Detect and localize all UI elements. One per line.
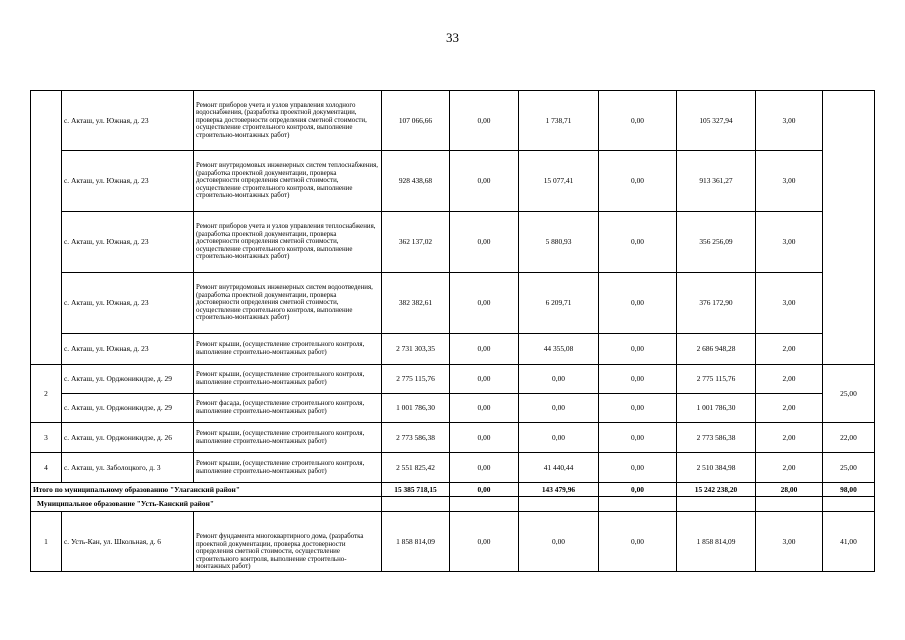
term-cell: 28,00: [756, 483, 823, 497]
local-budget-cell: 0,00: [599, 273, 677, 334]
fund-cell: 0,00: [450, 273, 519, 334]
total-cost-cell: 362 137,02: [382, 212, 450, 273]
total-cost-cell: 928 438,68: [382, 151, 450, 212]
budget-cell: 44 355,08: [519, 334, 599, 365]
row-number: [31, 91, 62, 365]
section-label: Муниципальное образование "Усть-Канский район": [31, 497, 382, 512]
term-cell: 2,00: [756, 394, 823, 423]
budget-cell: 0,00: [519, 512, 599, 572]
local-budget-cell: 0,00: [599, 483, 677, 497]
work-cell: Ремонт крыши, (осуществление строительного контроля, выполнение строительно-монтажных работ): [194, 365, 382, 394]
total-cost-cell: 2 731 303,35: [382, 334, 450, 365]
term-cell: 3,00: [756, 512, 823, 572]
local-budget-cell: 0,00: [599, 334, 677, 365]
empty-cell: [823, 91, 875, 365]
budget-cell: 143 479,96: [519, 483, 599, 497]
address-cell: с. Акташ, ул. Орджоникидзе, д. 29: [62, 394, 194, 423]
budget-cell: 41 440,44: [519, 453, 599, 483]
table-row: [31, 394, 875, 423]
table-row: [31, 512, 875, 572]
total-cost-cell: 2 773 586,38: [382, 423, 450, 453]
empty-cell: [823, 497, 875, 512]
fund-cell: 0,00: [450, 512, 519, 572]
budget-cell: 0,00: [519, 365, 599, 394]
fund-cell: 0,00: [450, 365, 519, 394]
budget-cell: 1 738,71: [519, 91, 599, 151]
owners-cell: 376 172,90: [677, 273, 756, 334]
overall-term-cell: 25,00: [823, 365, 875, 423]
empty-cell: [450, 497, 519, 512]
owners-cell: 105 327,94: [677, 91, 756, 151]
fund-cell: 0,00: [450, 334, 519, 365]
total-cost-cell: 1 858 814,09: [382, 512, 450, 572]
fund-cell: 0,00: [450, 212, 519, 273]
address-cell: с. Акташ, ул. Южная, д. 23: [62, 151, 194, 212]
table-row: [31, 212, 875, 273]
row-number: 2: [31, 365, 62, 423]
empty-cell: [677, 497, 756, 512]
owners-cell: 913 361,27: [677, 151, 756, 212]
work-cell: Ремонт крыши, (осуществление строительного контроля, выполнение строительно-монтажных работ): [194, 453, 382, 483]
address-cell: с. Акташ, ул. Южная, д. 23: [62, 212, 194, 273]
total-row: [31, 483, 875, 497]
overall-term-cell: 41,00: [823, 512, 875, 572]
empty-cell: [599, 497, 677, 512]
work-cell: Ремонт приборов учета и узлов управления теплоснабжения, (разработка проектной документации, проверка достоверности определения сметной стоимости, осуществление строительного контроля, выполнение строительно-монтажных работ): [194, 212, 382, 273]
total-cost-cell: 2 551 825,42: [382, 453, 450, 483]
address-cell: с. Акташ, ул. Южная, д. 23: [62, 273, 194, 334]
total-cost-cell: 1 001 786,30: [382, 394, 450, 423]
term-cell: 2,00: [756, 423, 823, 453]
work-cell: Ремонт внутридомовых инженерных систем водоотведения, (разработка проектной документации, проверка достоверности определения сметной стоимости, осуществление строительного контроля, выполнение строительно-монтажных работ): [194, 273, 382, 334]
total-cost-cell: 2 775 115,76: [382, 365, 450, 394]
local-budget-cell: 0,00: [599, 91, 677, 151]
owners-cell: 2 686 948,28: [677, 334, 756, 365]
work-cell: Ремонт фундамента многоквартирного дома, (разработка проектной документации, проверка достоверности определения сметной стоимости, осуществление строительного контроля, выполнение строительно-монтажных работ): [194, 512, 382, 572]
fund-cell: 0,00: [450, 483, 519, 497]
total-cost-cell: 107 066,66: [382, 91, 450, 151]
local-budget-cell: 0,00: [599, 212, 677, 273]
budget-cell: 0,00: [519, 423, 599, 453]
term-cell: 2,00: [756, 365, 823, 394]
table-row: [31, 365, 875, 394]
local-budget-cell: 0,00: [599, 512, 677, 572]
fund-cell: 0,00: [450, 151, 519, 212]
work-cell: Ремонт внутридомовых инженерных систем теплоснабжения, (разработка проектной документации, проверка достоверности определения сметной стоимости, осуществление строительного контроля, выполнение строительно-монтажных работ): [194, 151, 382, 212]
overall-term-cell: 25,00: [823, 453, 875, 483]
term-cell: 3,00: [756, 91, 823, 151]
empty-cell: [756, 497, 823, 512]
fund-cell: 0,00: [450, 91, 519, 151]
budget-cell: 15 077,41: [519, 151, 599, 212]
overall-term-cell: 98,00: [823, 483, 875, 497]
term-cell: 3,00: [756, 212, 823, 273]
local-budget-cell: 0,00: [599, 151, 677, 212]
owners-cell: 356 256,09: [677, 212, 756, 273]
local-budget-cell: 0,00: [599, 453, 677, 483]
owners-cell: 1 001 786,30: [677, 394, 756, 423]
table-row: [31, 151, 875, 212]
section-row: [31, 497, 875, 512]
row-number: 1: [31, 512, 62, 572]
total-label: Итого по муниципальному образованию "Улаганский район": [31, 483, 382, 497]
table-row: [31, 423, 875, 453]
budget-cell: 5 880,93: [519, 212, 599, 273]
term-cell: 2,00: [756, 453, 823, 483]
owners-cell: 2 775 115,76: [677, 365, 756, 394]
term-cell: 2,00: [756, 334, 823, 365]
budget-cell: 0,00: [519, 394, 599, 423]
total-cost-cell: 382 382,61: [382, 273, 450, 334]
work-cell: Ремонт фасада, (осуществление строительного контроля, выполнение строительно-монтажных работ): [194, 394, 382, 423]
address-cell: с. Акташ, ул. Южная, д. 23: [62, 334, 194, 365]
local-budget-cell: 0,00: [599, 365, 677, 394]
term-cell: 3,00: [756, 151, 823, 212]
row-number: 3: [31, 423, 62, 453]
local-budget-cell: 0,00: [599, 423, 677, 453]
local-budget-cell: 0,00: [599, 394, 677, 423]
budget-cell: 6 209,71: [519, 273, 599, 334]
address-cell: с. Акташ, ул. Орджоникидзе, д. 26: [62, 423, 194, 453]
table-row: [31, 334, 875, 365]
owners-cell: 1 858 814,09: [677, 512, 756, 572]
table-row: [31, 453, 875, 483]
address-cell: с. Акташ, ул. Заболоцкого, д. 3: [62, 453, 194, 483]
owners-cell: 2 510 384,98: [677, 453, 756, 483]
overall-term-cell: 22,00: [823, 423, 875, 453]
address-cell: с. Акташ, ул. Южная, д. 23: [62, 91, 194, 151]
page-number: 33: [446, 30, 459, 45]
owners-cell: 2 773 586,38: [677, 423, 756, 453]
total-cost-cell: 15 385 718,15: [382, 483, 450, 497]
address-cell: с. Акташ, ул. Орджоникидзе, д. 29: [62, 365, 194, 394]
fund-cell: 0,00: [450, 423, 519, 453]
work-cell: Ремонт приборов учета и узлов управления холодного водоснабжения, (разработка проектной документации, проверка достоверности определения сметной стоимости, осуществление строительного контроля, выполнение строительно-монтажных работ): [194, 91, 382, 151]
table-row: [31, 91, 875, 151]
empty-cell: [519, 497, 599, 512]
fund-cell: 0,00: [450, 394, 519, 423]
row-number: 4: [31, 453, 62, 483]
work-cell: Ремонт крыши, (осуществление строительного контроля, выполнение строительно-монтажных работ): [194, 334, 382, 365]
table-row: [31, 273, 875, 334]
empty-cell: [382, 497, 450, 512]
address-cell: с. Усть-Кан, ул. Школьная, д. 6: [62, 512, 194, 572]
capital-repair-table: [30, 90, 875, 572]
owners-cell: 15 242 238,20: [677, 483, 756, 497]
term-cell: 3,00: [756, 273, 823, 334]
fund-cell: 0,00: [450, 453, 519, 483]
work-cell: Ремонт крыши, (осуществление строительного контроля, выполнение строительно-монтажных работ): [194, 423, 382, 453]
